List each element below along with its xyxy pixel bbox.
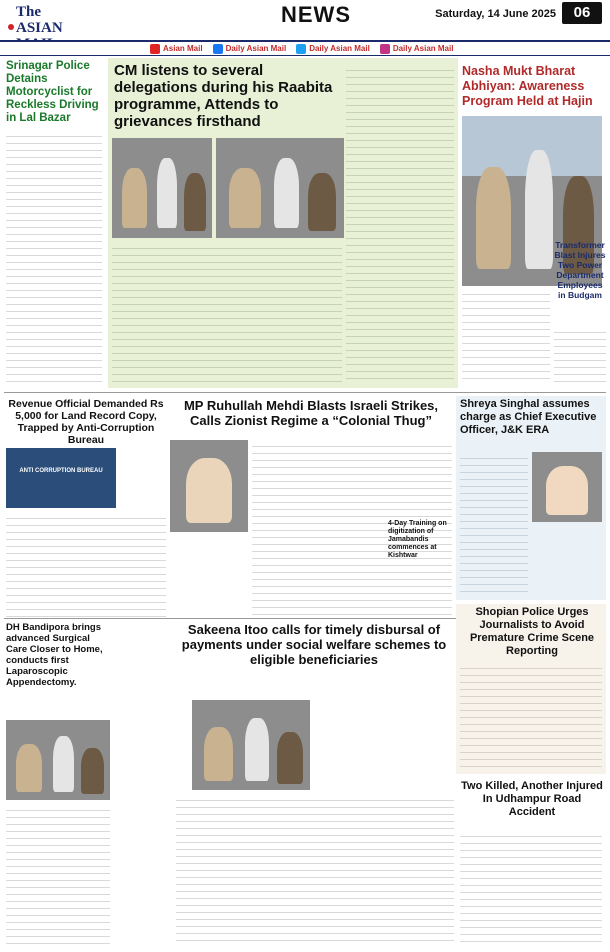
twitter-icon — [296, 44, 306, 54]
social-facebook-label: Daily Asian Mail — [225, 44, 287, 53]
story-srinagar-police-body-placeholder — [6, 130, 102, 382]
instagram-icon — [380, 44, 390, 54]
story-srinagar-police-headline: Srinagar Police Detains Motorcyclist for Reckless Driving in Lal Bazar — [6, 60, 99, 124]
story-sakeena-headline: Sakeena Itoo calls for timely disbursal of payments under social welfare schemes to eligible beneficiaries — [181, 622, 447, 667]
nasha-mukt-body-placeholder — [462, 288, 550, 384]
lead-story-right-column-placeholder — [346, 64, 454, 384]
bandipora-photo — [6, 720, 110, 800]
logo-main-text: The ASIAN — [16, 4, 63, 36]
lead-photo-1 — [112, 138, 212, 238]
logo-dot-icon — [8, 24, 14, 30]
story-udhampur-headline: Two Killed, Another Injured In Udhampur Road Accident — [461, 780, 603, 818]
lead-story-body-placeholder — [112, 242, 342, 384]
story-acb-headline: Revenue Official Demanded Rs 5,000 for Land Record Copy, Trapped by Anti-Corruption Bureau — [8, 398, 164, 446]
story-transformer-headline: Transformer Blast Injures Two Power Department Employees in Budgam — [554, 240, 606, 300]
facebook-icon — [213, 44, 223, 54]
sakeena-photo — [192, 700, 310, 790]
masthead-logo[interactable] — [8, 4, 68, 40]
social-twitter[interactable] — [296, 44, 370, 54]
horizontal-divider-1 — [4, 392, 606, 393]
transformer-body-placeholder — [554, 326, 606, 384]
acb-body-placeholder — [6, 512, 166, 622]
acb-photo — [6, 448, 116, 508]
social-instagram[interactable] — [380, 44, 454, 54]
story-nasha-mukt-headline: Nasha Mukt Bharat Abhiyan: Awareness Program Held at Hajin — [462, 64, 593, 108]
story-shreya-headline: Shreya Singhal assumes charge as Chief Executive Officer, J&K ERA — [460, 398, 597, 436]
ruhullah-photo — [170, 440, 248, 532]
youtube-icon — [150, 44, 160, 54]
shopian-body-placeholder — [460, 662, 602, 772]
section-title: NEWS — [281, 2, 351, 27]
social-instagram-label: Daily Asian Mail — [392, 44, 454, 53]
bandipora-body-placeholder — [6, 804, 110, 944]
acb-photo-caption: ANTI CORRUPTION BUREAU — [19, 468, 103, 474]
shreya-photo — [532, 452, 602, 522]
social-youtube[interactable] — [150, 44, 203, 54]
social-bar — [0, 40, 610, 56]
story-shopian-headline: Shopian Police Urges Journalists to Avoid Premature Crime Scene Reporting — [469, 606, 595, 657]
story-ruhullah-headline: MP Ruhullah Mehdi Blasts Israeli Strikes, Calls Zionist Regime a “Colonial Thug” — [183, 398, 439, 428]
lead-photo-2 — [216, 138, 344, 238]
social-facebook[interactable] — [213, 44, 287, 54]
shreya-body-placeholder — [460, 452, 528, 596]
sakeena-body-placeholder — [176, 794, 454, 944]
issue-date: Saturday, 14 June 2025 — [435, 8, 556, 20]
lead-story-headline: CM listens to several delegations during his Raabita programme, Attends to grievances firsthand — [114, 62, 333, 130]
social-twitter-label: Daily Asian Mail — [309, 44, 370, 53]
udhampur-body-placeholder — [460, 830, 602, 944]
page-number: 06 — [562, 2, 602, 24]
story-bandipora-headline: DH Bandipora brings advanced Surgical Care Closer to Home, conducts first Laparoscopic Appendectomy. — [6, 622, 103, 688]
story-digitization-headline: 4-Day Training on digitization of Jamabandis commences at Kishtwar — [388, 520, 447, 559]
social-youtube-label: Asian Mail — [163, 44, 203, 53]
